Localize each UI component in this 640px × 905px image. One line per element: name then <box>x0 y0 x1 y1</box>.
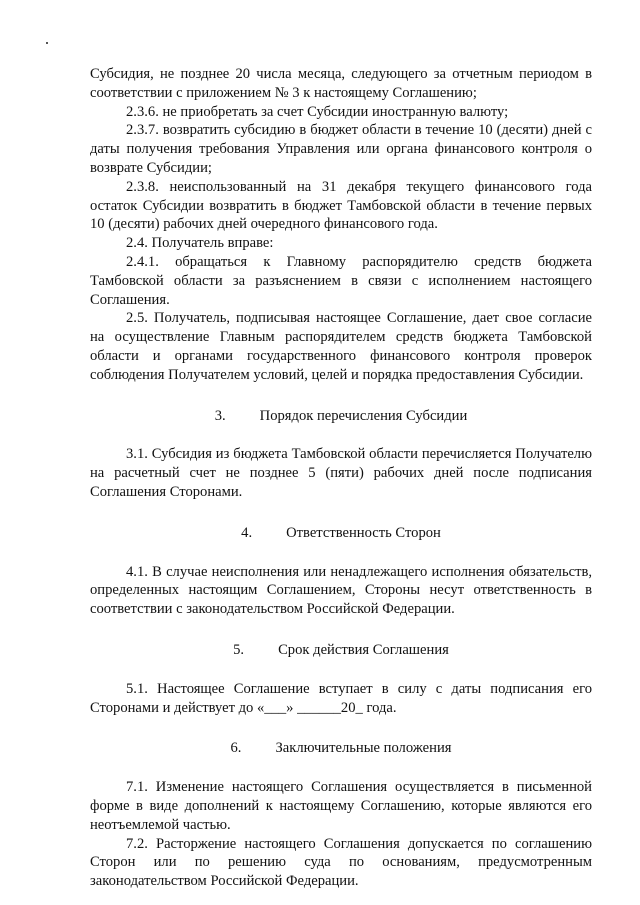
section-number: 4. <box>241 524 253 541</box>
paragraph-2-5: 2.5. Получатель, подписывая настоящее Соглашение, дает свое согласие на осуществление Главным распорядителем средств бюджета Тамбовской области и органами государственного финансового контроля проверок соблюдения Получателем условий, целей и порядка предоставления Субсидии. <box>90 310 592 383</box>
paragraph-7-2: 7.2. Расторжение настоящего Соглашения допускается по соглашению Сторон или по решению суда по основаниям, предусмотренным законодательством Российской Федерации. <box>90 835 592 890</box>
paragraph-continuation: Субсидия, не позднее 20 числа месяца, следующего за отчетным периодом в соответствии с приложением № 3 к настоящему Соглашению; <box>90 66 592 101</box>
paragraph-2-3-6: 2.3.6. не приобретать за счет Субсидии иностранную валюту; <box>126 103 509 120</box>
section-number: 6. <box>230 740 242 757</box>
section-6-heading <box>90 739 592 758</box>
section-4-heading <box>90 524 592 543</box>
section-number: 3. <box>214 407 226 424</box>
section-number: 5. <box>233 641 245 658</box>
section-title: Ответственность Сторон <box>286 524 441 541</box>
paragraph-4-1: 4.1. В случае неисполнения или ненадлежащего исполнения обязательств, определенных настоящим Соглашением, Стороны несут ответственность в соответствии с законодательством Российской Федерации. <box>90 563 592 618</box>
paragraph-2-4-1: 2.4.1. обращаться к Главному распорядителю средств бюджета Тамбовской области за разъяснением в связи с исполнением настоящего Соглашения. <box>90 253 592 308</box>
paragraph-2-4: 2.4. Получатель вправе: <box>126 235 274 252</box>
section-3-heading <box>90 407 592 426</box>
paragraph-2-3-8: 2.3.8. неиспользованный на 31 декабря текущего финансового года остаток Субсидии возвратить в бюджет Тамбовской области в течение первых 10 (десяти) рабочих дней очередного финансового года. <box>90 178 592 233</box>
scan-mark <box>46 42 48 44</box>
paragraph-5-1: 5.1. Настоящее Соглашение вступает в силу с даты подписания его Сторонами и действует до «___» ______20_ года. <box>90 680 592 716</box>
paragraph-7-1: 7.1. Изменение настоящего Соглашения осуществляется в письменной форме в виде дополнений к настоящему Соглашению, которые являются его неотъемлемой частью. <box>90 779 592 833</box>
paragraph-2-3-7: 2.3.7. возвратить субсидию в бюджет области в течение 10 (десяти) дней с даты получения требования Управления или органа финансового контроля о возврате Субсидии; <box>90 122 592 176</box>
section-title: Порядок перечисления Субсидии <box>259 407 468 424</box>
section-5-heading <box>90 641 592 660</box>
paragraph-3-1: 3.1. Субсидия из бюджета Тамбовской области перечисляется Получателю на расчетный счет не позднее 5 (пяти) рабочих дней после подписания Соглашения Сторонами. <box>90 446 592 500</box>
section-title: Заключительные положения <box>275 740 452 757</box>
section-title: Срок действия Соглашения <box>278 641 449 658</box>
